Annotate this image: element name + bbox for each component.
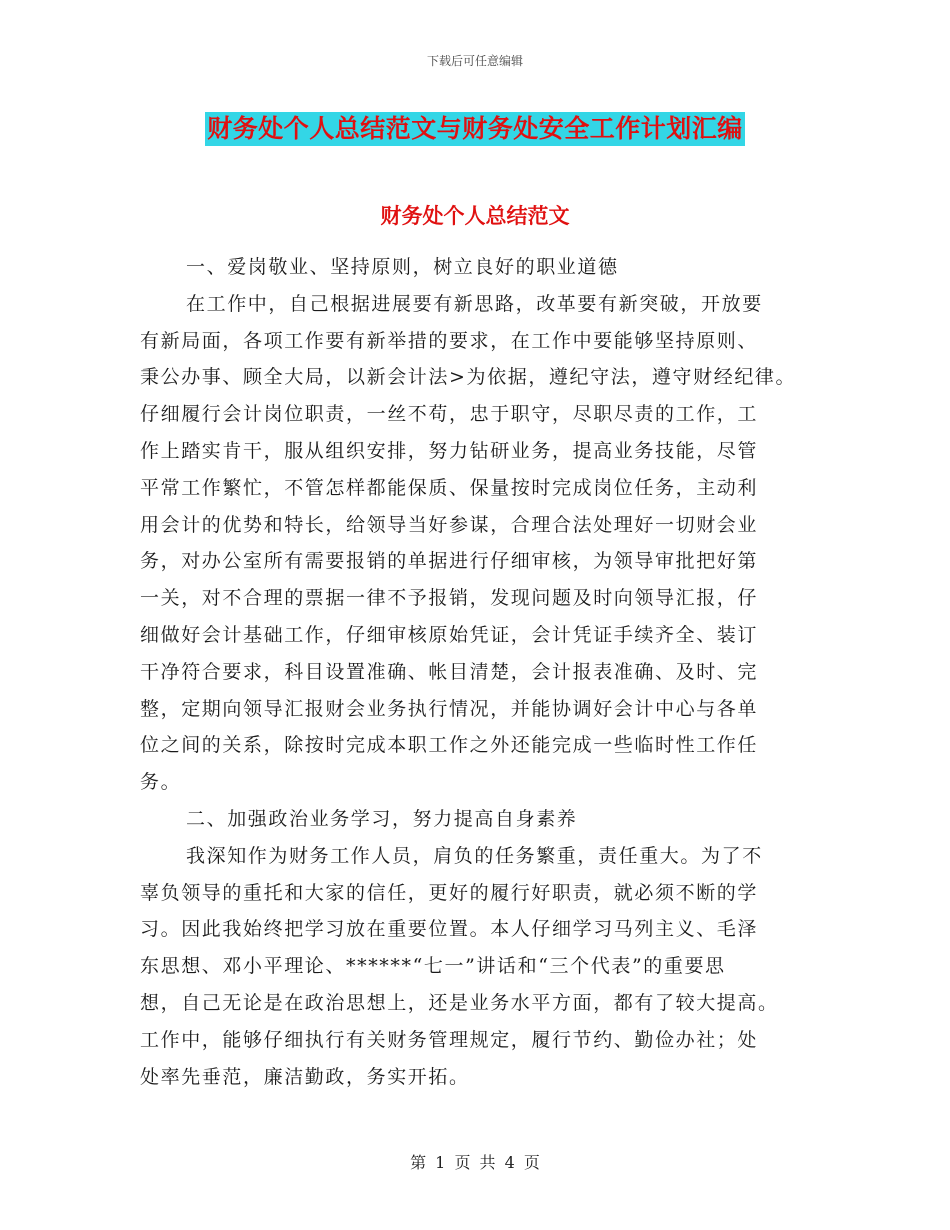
text-line: 工作中，能够仔细执行有关财务管理规定，履行节约、勤俭办社；处 <box>140 1028 759 1051</box>
text-line: 一、爱岗敬业、坚持原则，树立良好的职业道德 <box>186 256 619 278</box>
text-line: 平常工作繁忙，不管怎样都能保质、保量按时完成岗位任务，主动利 <box>140 476 759 499</box>
text-line: 处率先垂范，廉洁勤政，务实开拓。 <box>140 1065 470 1088</box>
text-line: 在工作中，自己根据进展要有新思路，改革要有新突破，开放要 <box>186 292 763 315</box>
text-line: 务，对办公室所有需要报销的单据进行仔细审核，为领导审批把好第 <box>140 550 759 573</box>
text-line: 二、加强政治业务学习，努力提高自身素养 <box>186 807 578 830</box>
body-text <box>140 249 820 1095</box>
text-line: 习。因此我始终把学习放在重要位置。本人仔细学习马列主义、毛泽 <box>140 918 759 941</box>
text-line: 位之间的关系，除按时完成本职工作之外还能完成一些临时性工作任 <box>140 734 759 757</box>
main-title-container <box>0 112 950 146</box>
text-line: 务。 <box>140 771 182 794</box>
text-line: 干净符合要求，科目设置准确、帐目清楚，会计报表准确、及时、完 <box>140 660 759 683</box>
text-line: 辜负领导的重托和大家的信任，更好的履行好职责，就必须不断的学 <box>140 881 759 904</box>
text-line: 一关，对不合理的票据一律不予报销，发现问题及时向领导汇报，仔 <box>140 587 759 610</box>
text-line: 秉公办事、顾全大局，以新会计法>为依据，遵纪守法，遵守财经纪律。 <box>140 366 797 389</box>
page-footer: 第 1 页 共 4 页 <box>410 1153 540 1172</box>
text-line: 整，定期向领导汇报财会业务执行情况，并能协调好会计中心与各单 <box>140 697 759 720</box>
header-note: 下载后可任意编辑 <box>426 54 523 68</box>
text-line: 我深知作为财务工作人员，肩负的任务繁重，责任重大。为了不 <box>186 844 763 867</box>
text-line: 仔细履行会计岗位职责，一丝不苟，忠于职守，尽职尽责的工作，工 <box>140 403 759 426</box>
text-line: 作上踏实肯干，服从组织安排，努力钻研业务，提高业务技能，尽管 <box>140 439 759 462</box>
text-line: 用会计的优势和特长，给领导当好参谋，合理合法处理好一切财会业 <box>140 513 759 536</box>
main-title: 财务处个人总结范文与财务处安全工作计划汇编 <box>205 112 745 146</box>
section-title: 财务处个人总结范文 <box>380 203 570 228</box>
text-line: 东思想、邓小平理论、******“七一”讲话和“三个代表”的重要思 <box>140 955 726 978</box>
text-line: 细做好会计基础工作，仔细审核原始凭证，会计凭证手续齐全、装订 <box>140 623 759 646</box>
text-line: 想，自己无论是在政治思想上，还是业务水平方面，都有了较大提高。 <box>140 991 779 1014</box>
text-line: 有新局面，各项工作要有新举措的要求，在工作中要能够坚持原则、 <box>140 329 759 352</box>
